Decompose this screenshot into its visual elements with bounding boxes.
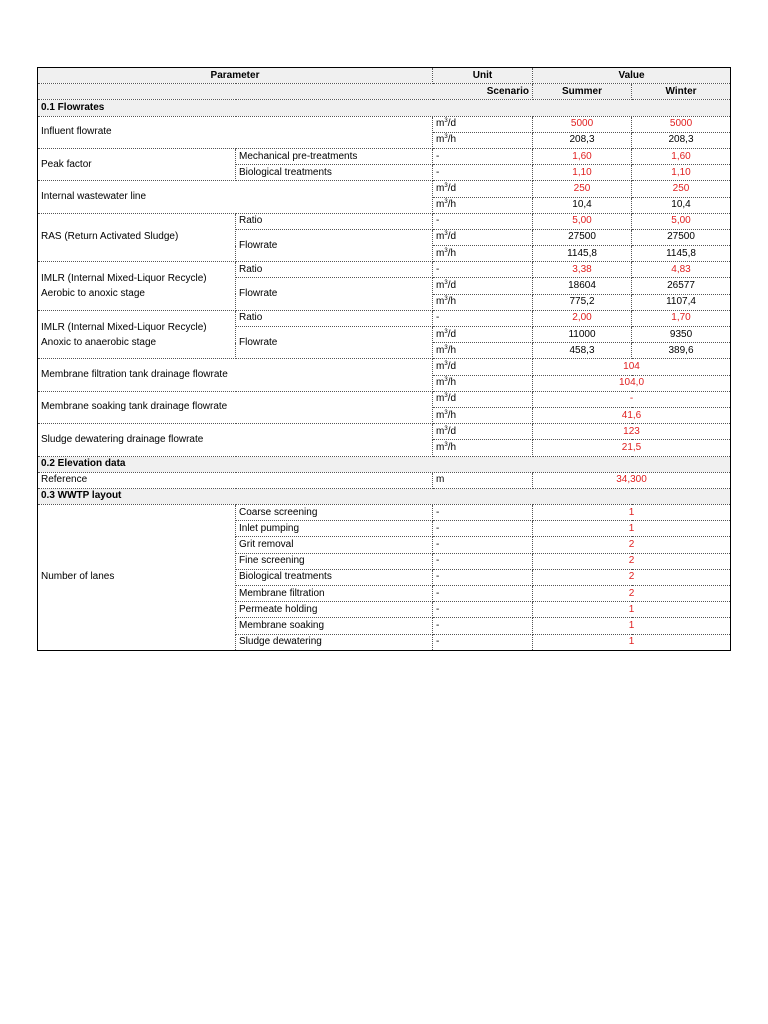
unit-cell: $m^3/d$	[433, 391, 533, 407]
winter-value: 1107,4	[632, 294, 731, 310]
header-winter: Winter	[632, 84, 731, 100]
sub-label: Biological treatments	[236, 569, 433, 585]
table-row	[38, 116, 731, 132]
summer-value: 1145,8	[533, 246, 632, 262]
unit-cell: -	[433, 213, 533, 229]
header-unit: Unit	[433, 68, 533, 84]
row-label: Sludge dewatering drainage flowrate	[38, 424, 433, 456]
row-label: Reference	[38, 472, 433, 488]
unit-cell: -	[433, 505, 533, 521]
combined-value: 1	[533, 634, 731, 650]
sub-label: Biological treatments	[236, 165, 433, 181]
unit-cell: -	[433, 634, 533, 650]
section-title-flowrates: 0.1 Flowrates	[38, 100, 731, 116]
unit-cell: $m^3/d$	[433, 229, 533, 245]
summer-value: 250	[533, 181, 632, 197]
unit-cell: $m^3/d$	[433, 359, 533, 375]
unit-cell: -	[433, 618, 533, 634]
unit-cell: $m^3/h$	[433, 132, 533, 148]
sub-label: Mechanical pre-treatments	[236, 148, 433, 164]
summer-value: 5,00	[533, 213, 632, 229]
combined-value: 34,300	[533, 472, 731, 488]
summer-value: 5000	[533, 116, 632, 132]
combined-value: 2	[533, 553, 731, 569]
parameters-table	[37, 67, 731, 651]
winter-value: 1,10	[632, 165, 731, 181]
winter-value: 1145,8	[632, 246, 731, 262]
section-title-elevation: 0.2 Elevation data	[38, 456, 731, 472]
table-row	[38, 505, 731, 521]
winter-value: 27500	[632, 229, 731, 245]
combined-value: 1	[533, 521, 731, 537]
row-label: Internal wastewater line	[38, 181, 433, 213]
section-row	[38, 488, 731, 504]
unit-cell: $m^3/h$	[433, 246, 533, 262]
row-label: Membrane soaking tank drainage flowrate	[38, 391, 433, 423]
unit-cell: -	[433, 310, 533, 326]
winter-value: 1,60	[632, 148, 731, 164]
unit-cell: $m^3/d$	[433, 116, 533, 132]
table-row	[38, 148, 731, 164]
header-scenario: Scenario	[433, 84, 533, 100]
unit-cell: -	[433, 537, 533, 553]
unit-cell: -	[433, 165, 533, 181]
sub-label: Ratio	[236, 213, 433, 229]
unit-cell: -	[433, 148, 533, 164]
table-row	[38, 391, 731, 407]
summer-value: 10,4	[533, 197, 632, 213]
section-row	[38, 100, 731, 116]
combined-value: 104,0	[533, 375, 731, 391]
sub-label: Grit removal	[236, 537, 433, 553]
winter-value: 9350	[632, 327, 731, 343]
combined-value: 2	[533, 569, 731, 585]
row-label: Membrane filtration tank drainage flowrate	[38, 359, 433, 391]
summer-value: 27500	[533, 229, 632, 245]
sub-label: Flowrate	[236, 278, 433, 310]
combined-value: 41,6	[533, 407, 731, 423]
sub-label: Coarse screening	[236, 505, 433, 521]
sub-label: Membrane soaking	[236, 618, 433, 634]
combined-value: 1	[533, 505, 731, 521]
unit-cell: $m^3/d$	[433, 424, 533, 440]
combined-value: 21,5	[533, 440, 731, 456]
sub-label: Flowrate	[236, 327, 433, 359]
sub-label: Ratio	[236, 310, 433, 326]
unit-cell: -	[433, 521, 533, 537]
scenario-row	[38, 84, 731, 100]
section-row	[38, 456, 731, 472]
combined-value: 104	[533, 359, 731, 375]
unit-cell: $m^3/h$	[433, 294, 533, 310]
winter-value: 1,70	[632, 310, 731, 326]
sub-label: Sludge dewatering	[236, 634, 433, 650]
unit-cell: $m^3/h$	[433, 343, 533, 359]
summer-value: 208,3	[533, 132, 632, 148]
summer-value: 3,38	[533, 262, 632, 278]
table-row	[38, 310, 731, 326]
combined-value: 1	[533, 602, 731, 618]
unit-cell: $m^3/h$	[433, 375, 533, 391]
unit-cell: $m^3/h$	[433, 407, 533, 423]
row-label: IMLR (Internal Mixed-Liquor Recycle) Anoxic to anaerobic stage	[38, 310, 236, 359]
table-row	[38, 359, 731, 375]
unit-cell: $m^3/h$	[433, 197, 533, 213]
unit-cell: $m^3/h$	[433, 440, 533, 456]
winter-value: 250	[632, 181, 731, 197]
unit-cell: -	[433, 586, 533, 602]
header-row	[38, 68, 731, 84]
section-title-layout: 0.3 WWTP layout	[38, 488, 731, 504]
combined-value: 1	[533, 618, 731, 634]
table-row	[38, 213, 731, 229]
summer-value: 11000	[533, 327, 632, 343]
combined-value: -	[533, 391, 731, 407]
unit-cell: $m^3/d$	[433, 181, 533, 197]
row-label: RAS (Return Activated Sludge)	[38, 213, 236, 262]
summer-value: 2,00	[533, 310, 632, 326]
unit-cell: -	[433, 553, 533, 569]
combined-value: 2	[533, 537, 731, 553]
row-label: Influent flowrate	[38, 116, 433, 148]
unit-cell: -	[433, 262, 533, 278]
summer-value: 1,10	[533, 165, 632, 181]
sub-label: Flowrate	[236, 229, 433, 261]
header-parameter: Parameter	[38, 68, 433, 84]
row-label: Peak factor	[38, 148, 236, 180]
winter-value: 5,00	[632, 213, 731, 229]
winter-value: 5000	[632, 116, 731, 132]
winter-value: 26577	[632, 278, 731, 294]
table-row	[38, 262, 731, 278]
table-row	[38, 472, 731, 488]
sub-label: Permeate holding	[236, 602, 433, 618]
summer-value: 775,2	[533, 294, 632, 310]
unit-cell: $m^3/d$	[433, 278, 533, 294]
combined-value: 123	[533, 424, 731, 440]
unit-cell: -	[433, 602, 533, 618]
sub-label: Ratio	[236, 262, 433, 278]
unit-cell: m	[433, 472, 533, 488]
unit-cell: $m^3/d$	[433, 327, 533, 343]
header-value: Value	[533, 68, 731, 84]
winter-value: 208,3	[632, 132, 731, 148]
unit-cell: -	[433, 569, 533, 585]
header-summer: Summer	[533, 84, 632, 100]
table-row	[38, 181, 731, 197]
winter-value: 10,4	[632, 197, 731, 213]
sub-label: Membrane filtration	[236, 586, 433, 602]
summer-value: 18604	[533, 278, 632, 294]
winter-value: 4,83	[632, 262, 731, 278]
sub-label: Inlet pumping	[236, 521, 433, 537]
winter-value: 389,6	[632, 343, 731, 359]
summer-value: 1,60	[533, 148, 632, 164]
summer-value: 458,3	[533, 343, 632, 359]
sub-label: Fine screening	[236, 553, 433, 569]
table-row	[38, 424, 731, 440]
row-label: Number of lanes	[38, 505, 236, 651]
row-label: IMLR (Internal Mixed-Liquor Recycle) Aerobic to anoxic stage	[38, 262, 236, 311]
combined-value: 2	[533, 586, 731, 602]
